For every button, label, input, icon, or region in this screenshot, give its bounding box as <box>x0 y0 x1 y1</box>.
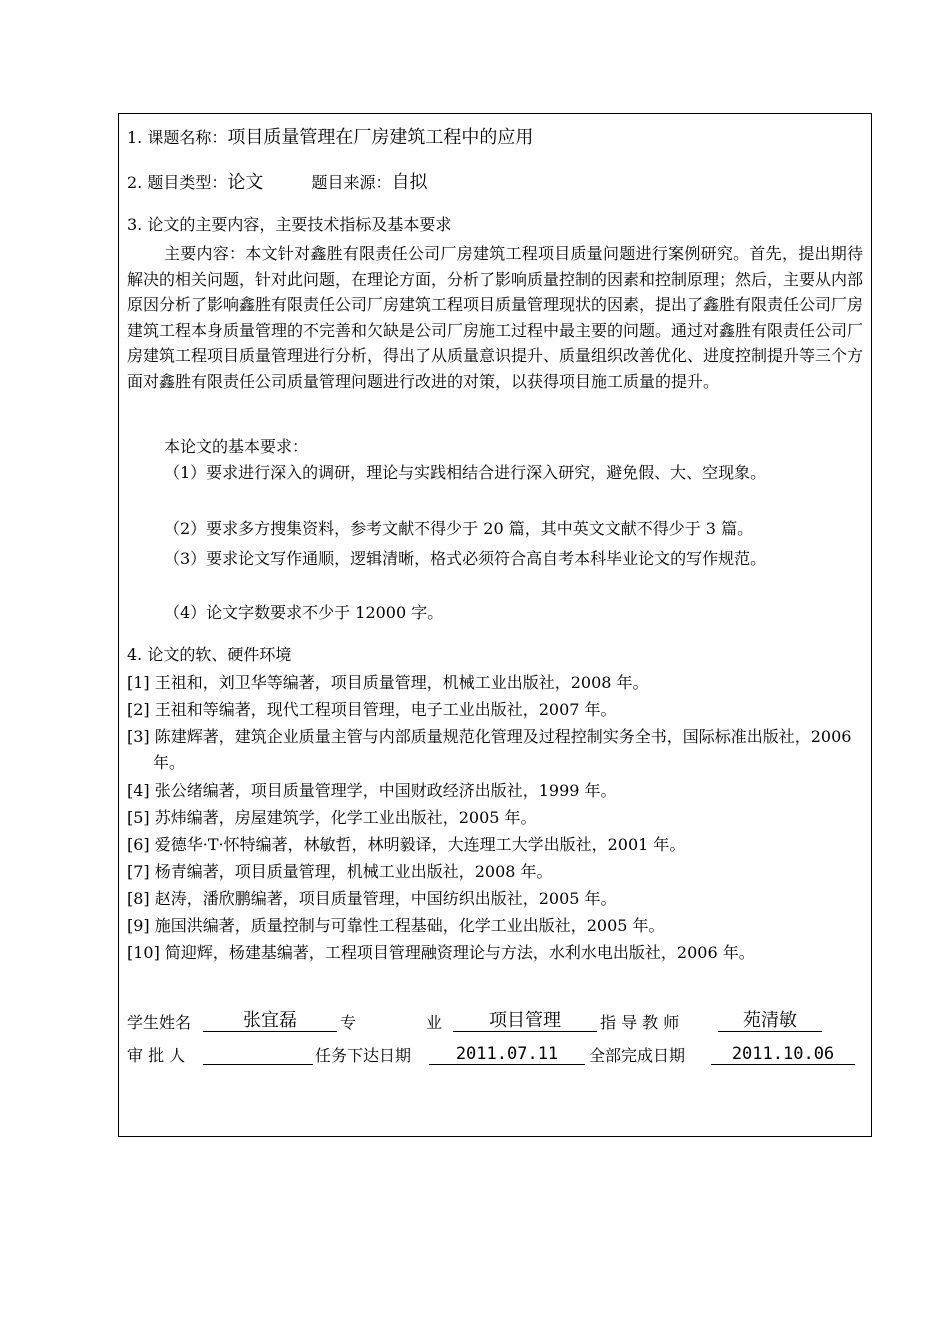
type-row <box>127 173 428 193</box>
topic-label: 1. 课题名称： <box>127 128 228 147</box>
requirement-item: （4）论文字数要求不少于 12000 字。 <box>164 603 444 622</box>
assign-date-label: 任务下达日期 <box>315 1046 412 1065</box>
teacher-name: 苑清敏 <box>718 1011 822 1032</box>
reference-item: [8] 赵涛，潘欣鹏编著，项目质量管理，中国纺织出版社，2005 年。 <box>127 889 617 908</box>
complete-date-label: 全部完成日期 <box>589 1046 686 1065</box>
approver-value <box>203 1044 313 1065</box>
reference-item: [2] 王祖和等编著，现代工程项目管理，电子工业出版社，2007 年。 <box>127 700 617 719</box>
type-label: 2. 题目类型： <box>127 173 228 192</box>
content-heading: 3. 论文的主要内容，主要技术指标及基本要求 <box>127 215 452 234</box>
requirement-item: （1）要求进行深入的调研，理论与实践相结合进行深入研究，避免假、大、空现象。 <box>164 463 767 482</box>
approver-label: 审 批 人 <box>127 1046 186 1065</box>
topic-value: 项目质量管理在厂房建筑工程中的应用 <box>227 127 534 148</box>
environment-heading: 4. 论文的软、硬件环境 <box>127 645 292 664</box>
reference-item: [7] 杨青编著，项目质量管理，机械工业出版社，2008 年。 <box>127 862 553 881</box>
complete-date: 2011.10.06 <box>711 1044 855 1065</box>
topic-row <box>127 128 533 148</box>
requirement-item: （2）要求多方搜集资料，参考文献不得少于 20 篇，其中英文文献不得少于 3 篇。 <box>164 519 754 538</box>
major-label-2: 业 <box>426 1013 443 1032</box>
requirements-heading: 本论文的基本要求： <box>164 437 309 456</box>
main-content-paragraph: 主要内容：本文针对鑫胜有限责任公司厂房建筑工程项目质量问题进行案例研究。首先，提出期待解决的相关问题，针对此问题，在理论方面，分析了影响质量控制的因素和控制原理；然后，主要从内部原因分析了影响鑫胜有限责任公司厂房建筑工程项目质量管理现状的因素，提出了鑫胜有限责任公司厂房建筑工程本身质量管理的不完善和欠缺是公司厂房施工过程中最主要的问题。通过对鑫胜有限责任公司厂房建筑工程项目质量管理进行分析，得出了从质量意识提升、质量组织改善优化、进度控制提升等三个方面对鑫胜有限责任公司质量管理问题进行改进的对策，以获得项目施工质量的提升。 <box>127 244 864 391</box>
major-field <box>453 1011 597 1032</box>
assign-date: 2011.07.11 <box>429 1044 585 1065</box>
reference-item: [5] 苏炜编著，房屋建筑学，化学工业出版社，2005 年。 <box>127 808 537 827</box>
reference-item: [9] 施国洪编著，质量控制与可靠性工程基础，化学工业出版社，2005 年。 <box>127 916 665 935</box>
major-value: 项目管理 <box>453 1011 597 1032</box>
assign-date-field <box>429 1044 585 1065</box>
complete-date-field <box>711 1044 855 1065</box>
requirement-item: （3）要求论文写作通顺，逻辑清晰，格式必须符合高自考本科毕业论文的写作规范。 <box>164 549 767 568</box>
teacher-field <box>718 1011 822 1032</box>
teacher-label: 指 导 教 师 <box>600 1013 680 1032</box>
source-label: 题目来源： <box>311 173 392 192</box>
reference-item: [10] 简迎辉，杨建基编著，工程项目管理融资理论与方法，水利水电出版社，2006 年。 <box>127 943 755 962</box>
major-label-1: 专 <box>340 1013 357 1032</box>
reference-item: [1] 王祖和，刘卫华等编著，项目质量管理，机械工业出版社，2008 年。 <box>127 673 649 692</box>
reference-item: [4] 张公绪编著，项目质量管理学，中国财政经济出版社，1999 年。 <box>127 781 617 800</box>
student-label: 学生姓名 <box>127 1013 192 1032</box>
source-value: 自拟 <box>391 172 428 193</box>
student-name-field <box>203 1011 337 1032</box>
approver-field <box>203 1044 313 1070</box>
student-name: 张宜磊 <box>203 1011 337 1032</box>
reference-item: [6] 爱德华·T·怀特编著，林敏哲，林明毅译，大连理工大学出版社，2001 年。 <box>127 835 686 854</box>
reference-item: [3] 陈建辉著，建筑企业质量主管与内部质量规范化管理及过程控制实务全书，国际标准出版社，2006 年。 <box>127 727 852 772</box>
type-value: 论文 <box>227 172 264 193</box>
